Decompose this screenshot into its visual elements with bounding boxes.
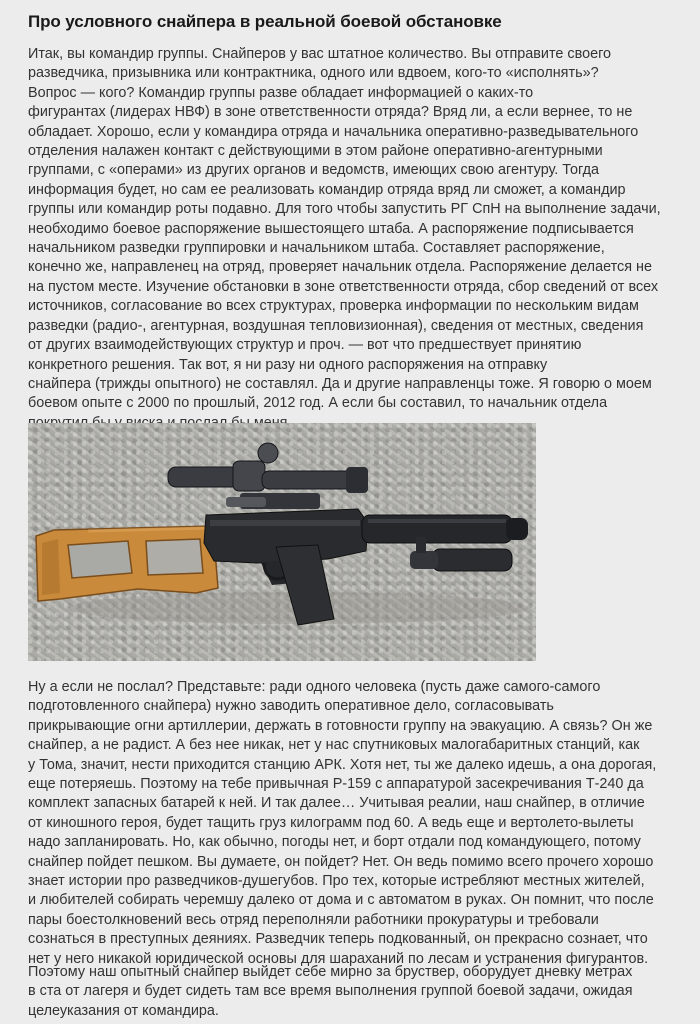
paragraph-line: комплект запасных батарей к ней. И так далее… Учитывая реалии, наш снайпер, в отличие: [28, 795, 645, 812]
paragraph-line: от киношного героя, будет тащить груз килограмм под 60. А ведь еще и вертолето-вылеты: [28, 814, 634, 831]
paragraph-line: и любителей собирать черемшу далеко от дома и с автоматом в руках. Он помнит, что после: [28, 892, 654, 909]
rifle-photo: [28, 423, 536, 661]
paragraph-line: разведчика, призывника или контрактника, одного или вдвоем, кого-то «исполнять»?: [28, 65, 599, 82]
article-title: Про условного снайпера в реальной боевой обстановке: [28, 12, 502, 31]
paragraph-line: целеуказания от командира.: [28, 1002, 219, 1019]
paragraph-line: боевом опыте с 2000 по прошлый, 2012 год. А если бы составил, то начальник отдела: [28, 395, 608, 412]
paragraph-line: еще потеряешь. Поэтому на тебе привычная Р-159 с аппаратурой засекречивания Т-240 да: [28, 776, 644, 793]
rifle-suppressor: [362, 515, 528, 543]
article-paragraph-1: [28, 45, 678, 433]
rifle-illustration: [28, 423, 536, 661]
paragraph-line: прикрывающие огни артиллерии, держать в готовности группу на эвакуацию. А связь? Он же: [28, 717, 653, 734]
paragraph-line: нет у него никакой юридической основы для шараханий по лесам и устранения фигурантов.: [28, 950, 649, 967]
paragraph-line: начальником разведки группировки и начальником штаба. Составляет распоряжение,: [28, 240, 605, 257]
paragraph-line: отделения налажен контакт с действующими в этом районе оперативно-агентурными: [28, 143, 603, 160]
paragraph-line: конкретного решения. Так вот, я ни разу ни одного распоряжения на отправку: [28, 356, 548, 373]
paragraph-line: источников, согласование во всех структурах, проверка информации по нескольким видам: [28, 298, 639, 315]
paragraph-line: сознаться в преступных деяниях. Разведчик теперь подкованный, он прекрасно сознает, что: [28, 931, 648, 948]
paragraph-line: группами, с «операми» из других органов и ведомств, имеющих свою агентуру. Тогда: [28, 162, 599, 179]
rifle-scope: [168, 443, 368, 509]
paragraph-line: обладает. Хорошо, если у командира отряда и начальника оперативно-разведывательного: [28, 123, 639, 140]
paragraph-line: разведки (радио-, агентурная, воздушная тепловизионная), сведения от местных, сведения: [28, 317, 644, 334]
paragraph-line: пары боестолкновений весь отряд переполняли работники прокуратуры и требовали: [28, 911, 599, 928]
paragraph-line: снайпера (трижды опытного) не составлял. Да и другие направленцы тоже. Я говорю о моем: [28, 375, 652, 392]
paragraph-line: от других взаимодействующих структур и проч. — вот что предшествует принятию: [28, 337, 582, 354]
paragraph-line: Поэтому наш опытный снайпер выйдет себе мирно за бруствер, оборудует дневку метрах: [28, 964, 633, 980]
paragraph-line: группы или командир роты подавно. Для того чтобы запустить РГ СпН на выполнение задачи,: [28, 201, 661, 218]
article-paragraph-3: [28, 963, 678, 1021]
paragraph-line: снайпер, а не радист. А без нее никак, нет у нас спутниковых малогабаритных станций, как: [28, 737, 640, 754]
paragraph-line: в ста от лагеря и будет сидеть там все время выполнения группой боевой задачи, ожидая: [28, 983, 633, 1000]
paragraph-line: знает истории про разведчиков-душегубов. Про тех, которые истребляют местных жителей,: [28, 873, 645, 890]
paragraph-line: снайпер пойдет пешком. Вы думаете, он пойдет? Нет. Он ведь помимо всего прочего хорошо: [28, 853, 654, 870]
paragraph-line: на пустом месте. Изучение обстановки в зоне ответственности отряда, сбор сведений от всех: [28, 278, 659, 295]
article-paragraph-2: [28, 678, 678, 969]
paragraph-line: Вопрос — кого? Командир группы разве обладает информацией о каких-то: [28, 84, 534, 101]
paragraph-line: конечно же, направленец на отряд, проверяет начальник отдела. Распоряжение делается не: [28, 259, 652, 276]
paragraph-line: подготовленного снайпера) нужно заводить оперативное дело, согласовывать: [28, 698, 554, 715]
paragraph-line: надо запланировать. Но, как обычно, погоды нет, и борт отдали под командующего, потому: [28, 834, 641, 851]
rifle-stock: [36, 526, 218, 601]
paragraph-line: фигурантах (лидерах НВФ) в зоне ответственности отряда? Вряд ли, а если вернее, то не: [28, 104, 633, 121]
paragraph-line: Итак, вы командир группы. Снайперов у вас штатное количество. Вы отправите своего: [28, 46, 612, 62]
paragraph-line: у Тома, значит, нести приходится станцию АРК. Хотя нет, ты же далеко идешь, а она дорогая,: [28, 756, 657, 773]
paragraph-line: Ну а если не послал? Представьте: ради одного человека (пусть даже самого-самого: [28, 679, 601, 695]
paragraph-line: информация будет, но сам ее реализовать командир отряда вряд ли сможет, а командир: [28, 181, 626, 198]
paragraph-line: необходимо боевое распоряжение вышестоящего штаба. А распоряжение подписывается: [28, 220, 634, 237]
